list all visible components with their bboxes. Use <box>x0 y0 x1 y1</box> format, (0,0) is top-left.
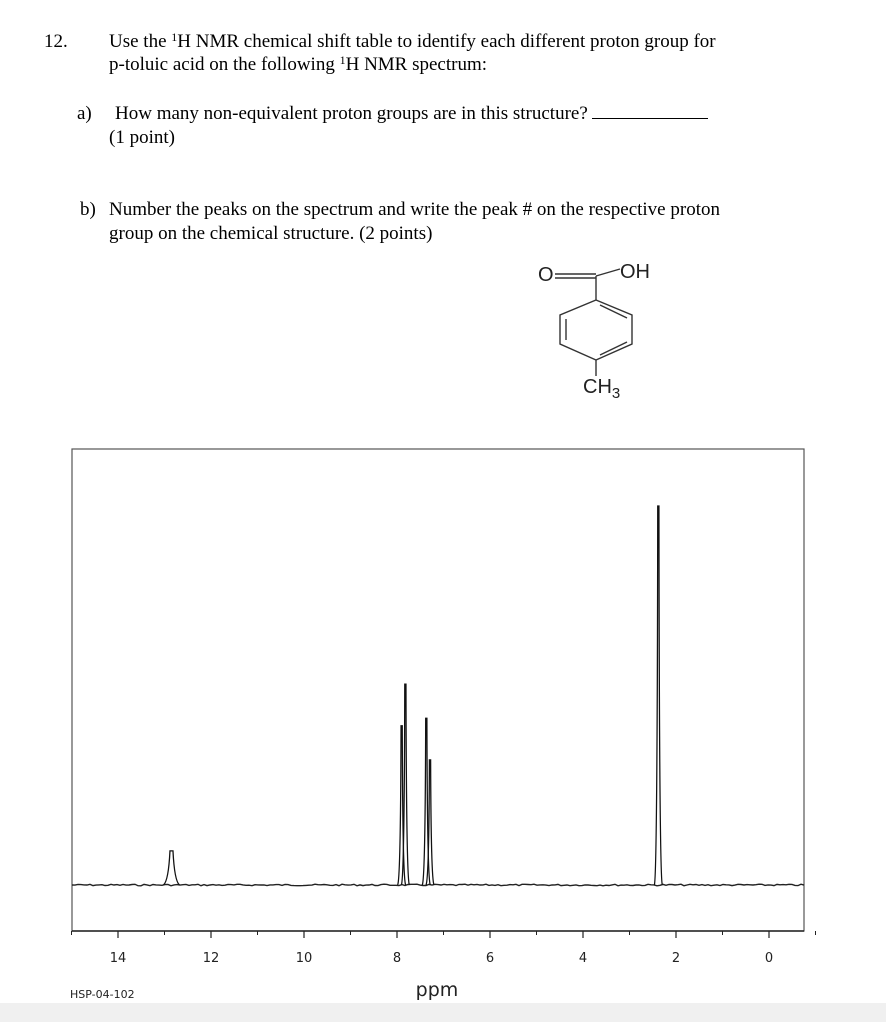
part-a-points: (1 point) <box>109 127 175 148</box>
x-axis-ticks <box>72 931 816 966</box>
intro2-sup: 1 <box>339 53 346 67</box>
methyl-group <box>583 376 620 402</box>
p-toluic-acid-structure <box>530 252 680 404</box>
methyl-ch: CH <box>583 376 612 398</box>
answer-blank[interactable] <box>592 104 708 119</box>
x-tick-label: 6 <box>485 951 495 966</box>
part-a-question: How many non-equivalent proton groups are in this structure? <box>115 103 588 124</box>
methyl-subscript: 3 <box>611 385 621 402</box>
structure-bonds <box>555 269 632 376</box>
intro-sup: 1 <box>171 30 178 44</box>
plot-frame <box>72 449 804 931</box>
x-tick-label: 12 <box>202 951 220 966</box>
spectrum-trace <box>72 884 804 886</box>
part-b-label: b) <box>80 199 96 220</box>
intro-pre: Use the <box>109 31 172 52</box>
part-a-label: a) <box>77 103 92 124</box>
intro2-post: H NMR spectrum: <box>345 54 488 75</box>
x-axis-title: ppm <box>415 979 459 1000</box>
spectrum-peaks <box>163 506 662 885</box>
x-tick-label: 14 <box>109 951 127 966</box>
x-tick-label: 4 <box>578 951 588 966</box>
question-number: 12. <box>44 31 68 52</box>
x-tick-label: 2 <box>671 951 681 966</box>
nmr-spectrum-chart <box>0 440 886 1000</box>
nmr-peak <box>163 851 179 885</box>
spectrum-code: HSP-04-102 <box>70 988 135 1000</box>
nmr-peak <box>654 506 662 885</box>
part-a-text <box>115 103 708 125</box>
question-intro-line1 <box>109 31 716 53</box>
x-tick-label: 0 <box>764 951 774 966</box>
intro2-pre: p-toluic acid on the following <box>109 54 340 75</box>
part-b-line1: Number the peaks on the spectrum and write the peak # on the respective proton <box>109 199 720 220</box>
hydroxyl-group: OH <box>620 261 650 283</box>
x-tick-label: 10 <box>295 951 313 966</box>
page-bottom-strip <box>0 1003 886 1022</box>
carbonyl-oxygen: O <box>538 264 554 286</box>
intro-post: H NMR chemical shift table to identify each different proton group for <box>177 31 716 52</box>
x-tick-label: 8 <box>392 951 402 966</box>
part-b-line2: group on the chemical structure. (2 points) <box>109 223 433 244</box>
question-intro-line2 <box>109 54 487 76</box>
